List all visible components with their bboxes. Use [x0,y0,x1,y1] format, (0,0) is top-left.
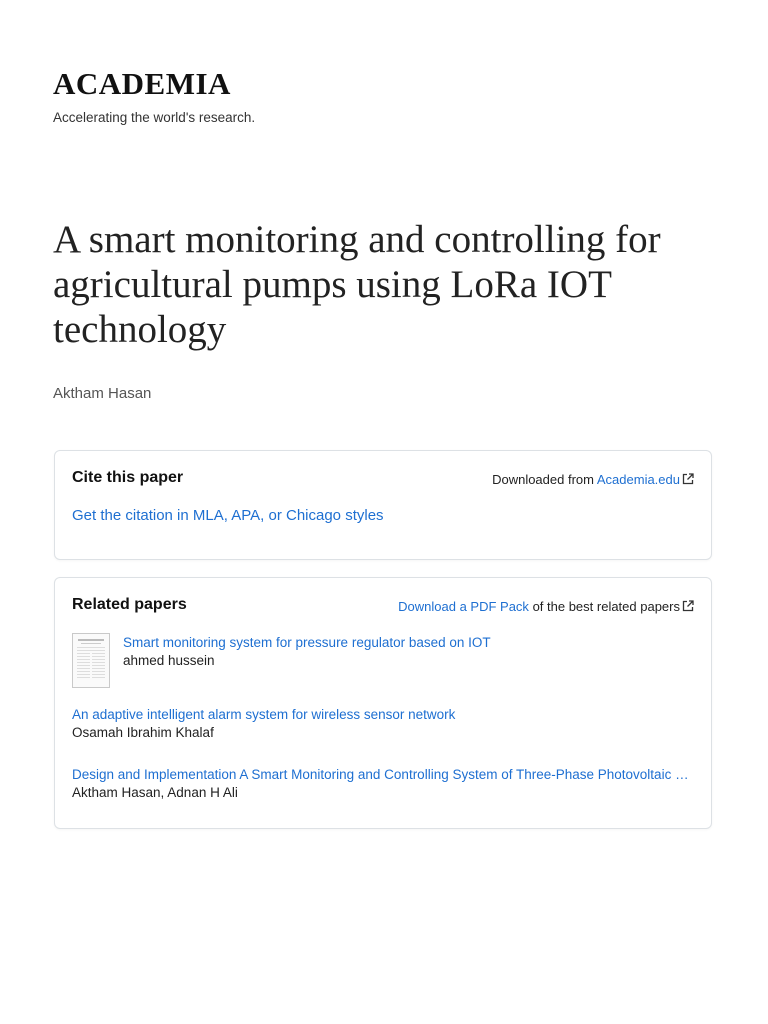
brand-header [53,66,255,125]
pdf-pack-note [398,599,694,614]
cite-card [54,450,712,560]
related-item [72,767,694,800]
related-heading: Related papers [72,596,187,613]
pdf-pack-suffix: of the best related papers [532,599,680,614]
related-papers-card [54,577,712,829]
external-link-icon[interactable] [682,473,694,485]
academia-link[interactable]: Academia.edu [596,472,680,487]
related-authors: Osamah Ibrahim Khalaf [72,725,214,740]
related-item [123,635,683,668]
paper-thumbnail[interactable] [72,633,110,688]
related-authors: ahmed hussein [123,653,215,668]
downloaded-from [492,472,694,487]
document-thumbnail-icon [73,634,109,687]
paper-author: Aktham Hasan [53,385,152,402]
downloaded-prefix: Downloaded from [492,472,594,487]
related-title[interactable]: Design and Implementation A Smart Monitoring and Controlling System of Three-Phase Photovoltaic … [72,767,689,782]
tagline: Accelerating the world's research. [53,110,256,125]
pdf-pack-link[interactable]: Download a PDF Pack [398,599,529,614]
paper-title: A smart monitoring and controlling for agricultural pumps using LoRa IOT technology [53,218,661,351]
cite-heading: Cite this paper [72,469,184,486]
related-authors: Aktham Hasan, Adnan H Ali [72,785,238,800]
external-link-icon[interactable] [682,600,694,612]
related-title[interactable]: Smart monitoring system for pressure regulator based on IOT [123,635,491,650]
academia-logo[interactable]: ACADEMIA [53,66,231,101]
related-title[interactable]: An adaptive intelligent alarm system for wireless sensor network [72,707,456,722]
citation-styles-link[interactable]: Get the citation in MLA, APA, or Chicago styles [72,507,384,524]
related-item [72,707,694,740]
